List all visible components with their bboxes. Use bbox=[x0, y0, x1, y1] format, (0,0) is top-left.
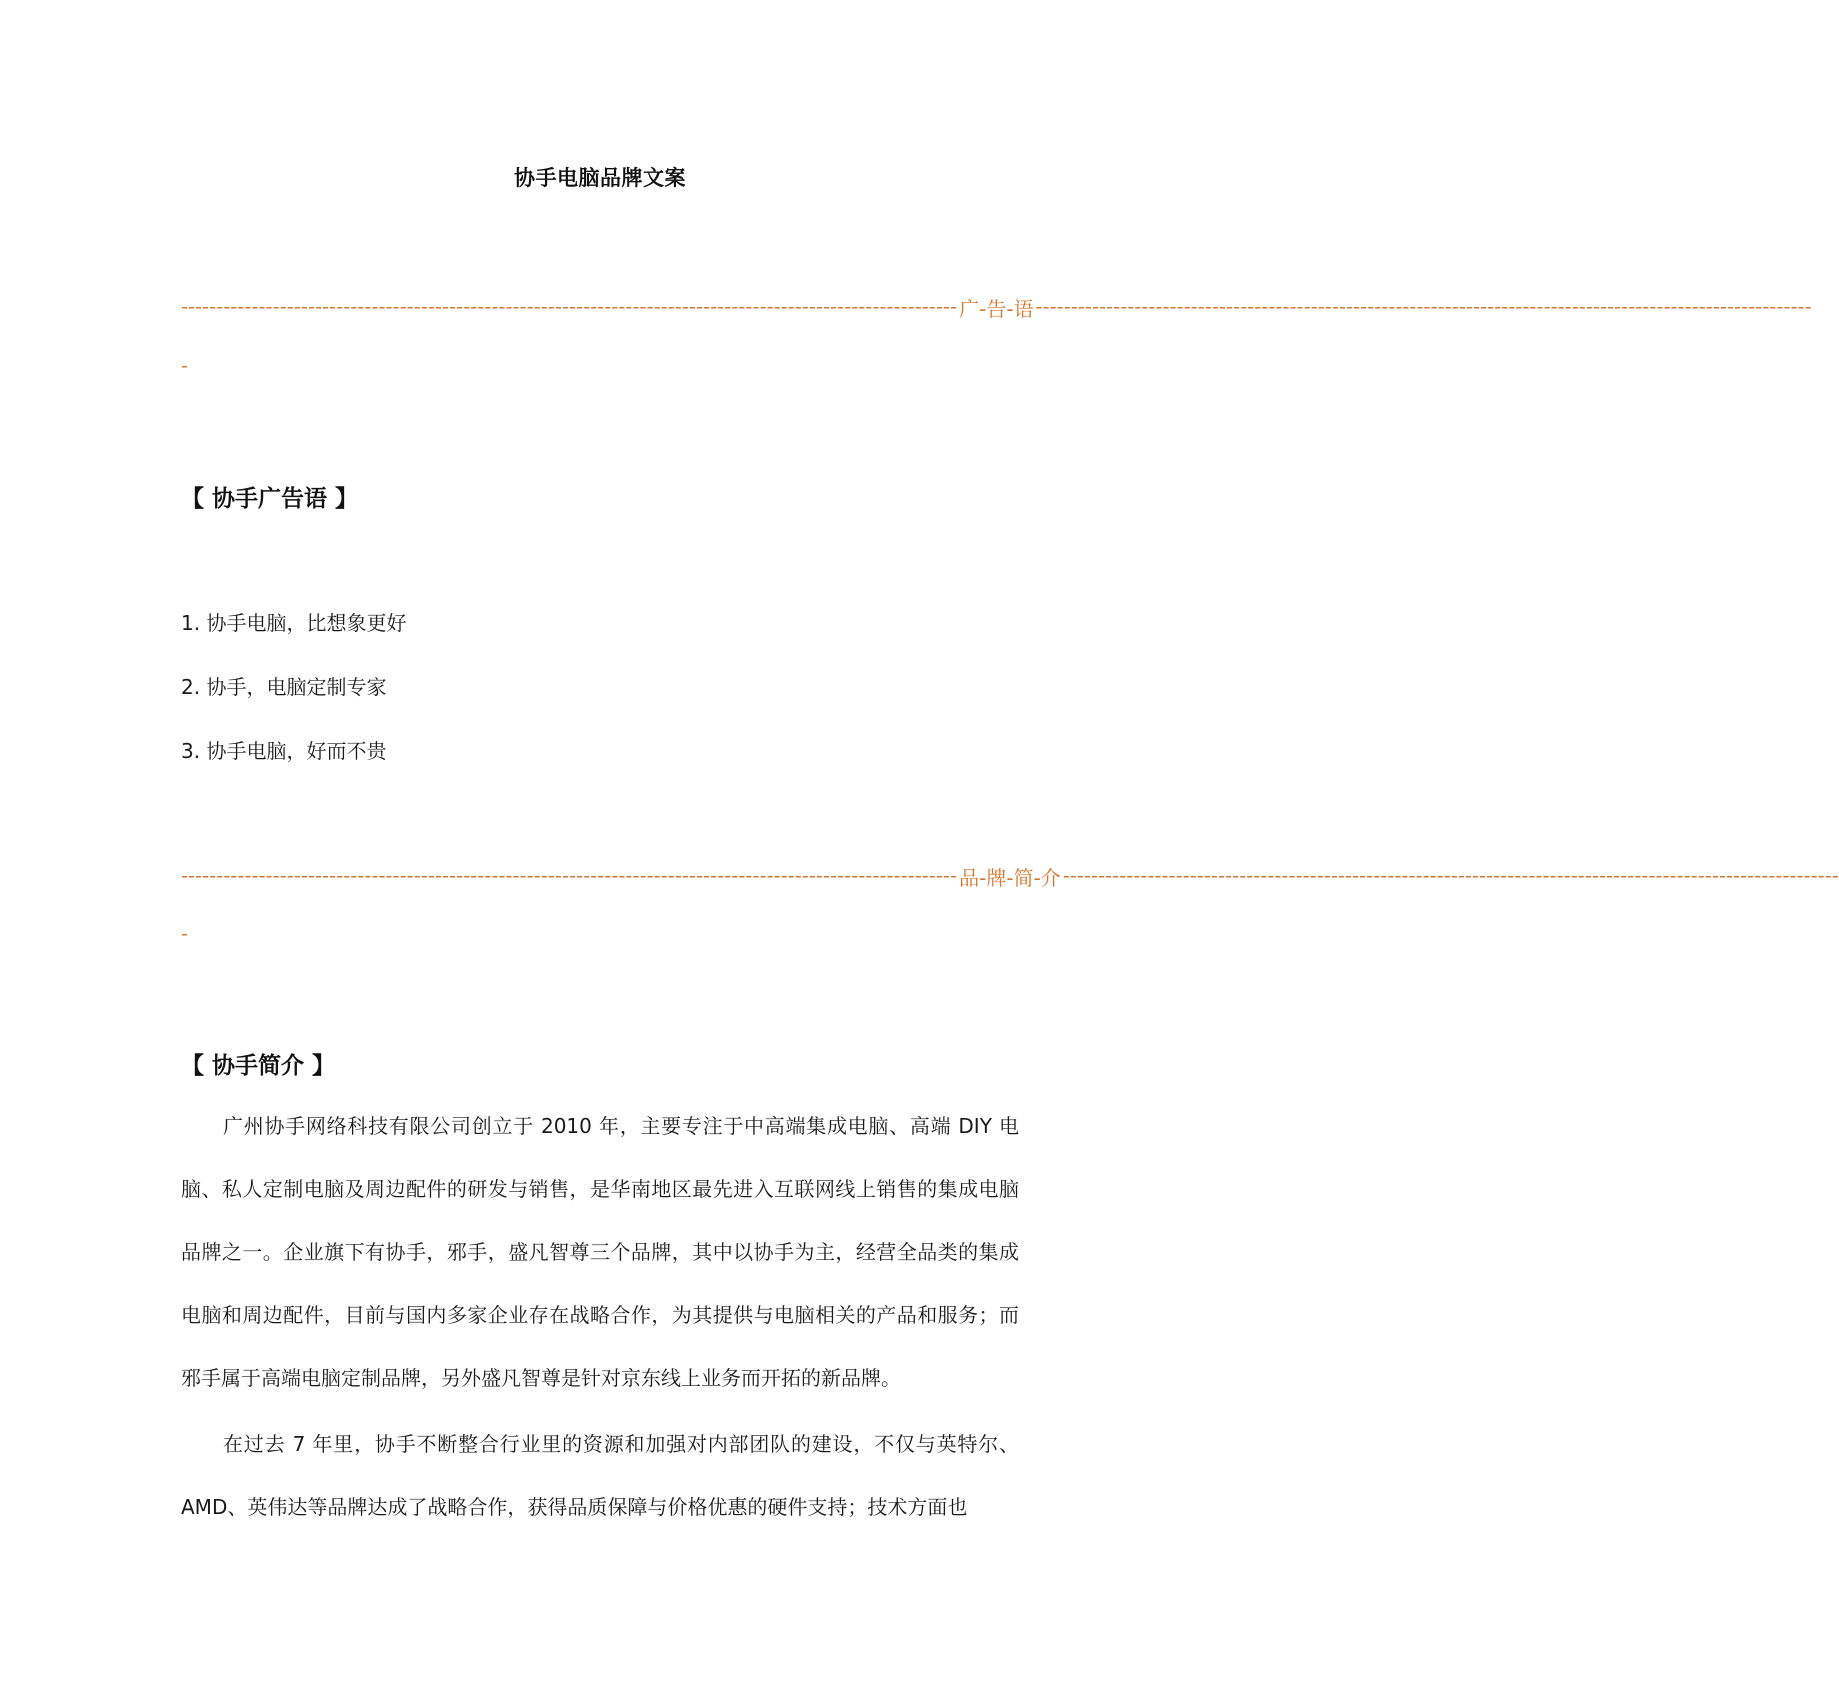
divider-dashes-right: -------------------------------------------------------------------------------------------------------------- bbox=[1035, 296, 1812, 318]
divider-label: 广-告-语 bbox=[959, 296, 1034, 321]
slogan-item: 1. 协手电脑，比想象更好 bbox=[181, 611, 407, 635]
document-title: 协手电脑品牌文案 bbox=[514, 166, 686, 190]
divider-label: 品-牌-简-介 bbox=[959, 865, 1061, 890]
section-divider-brand bbox=[181, 861, 1839, 891]
brand-paragraph: 在过去 7 年里，协手不断整合行业里的资源和加强对内部团队的建设，不仅与英特尔、AMD、英伟达等品牌达成了战略合作，获得品质保障与价格优惠的硬件支持；技术方面也 bbox=[181, 1432, 1019, 1519]
divider-dashes-left: -------------------------------------------------------------------------------------------------------------- bbox=[181, 865, 958, 887]
slogan-item: 3. 协手电脑，好而不贵 bbox=[181, 739, 387, 763]
section-divider-slogan bbox=[181, 292, 1812, 322]
divider-dashes-left: -------------------------------------------------------------------------------------------------------------- bbox=[181, 296, 958, 318]
slogan-item: 2. 协手，电脑定制专家 bbox=[181, 675, 387, 699]
divider-tail: - bbox=[181, 355, 188, 377]
divider-dashes-right: -------------------------------------------------------------------------------------------------------------- bbox=[1062, 865, 1839, 887]
divider-tail: - bbox=[181, 923, 188, 945]
slogan-section-heading: 【 协手广告语 】 bbox=[181, 486, 359, 512]
brand-paragraph: 广州协手网络科技有限公司创立于 2010 年，主要专注于中高端集成电脑、高端 DIY 电脑、私人定制电脑及周边配件的研发与销售，是华南地区最先进入互联网线上销售的集成电脑品牌之一。企业旗下有协手，邪手，盛凡智尊三个品牌，其中以协手为主，经营全品类的集成电脑和周边配件，目前与国内多家企业存在战略合作，为其提供与电脑相关的产品和服务；而邪手属于高端电脑定制品牌，另外盛凡智尊是针对京东线上业务而开拓的新品牌。 bbox=[181, 1114, 1019, 1390]
brand-section-heading: 【 协手简介 】 bbox=[181, 1053, 336, 1079]
